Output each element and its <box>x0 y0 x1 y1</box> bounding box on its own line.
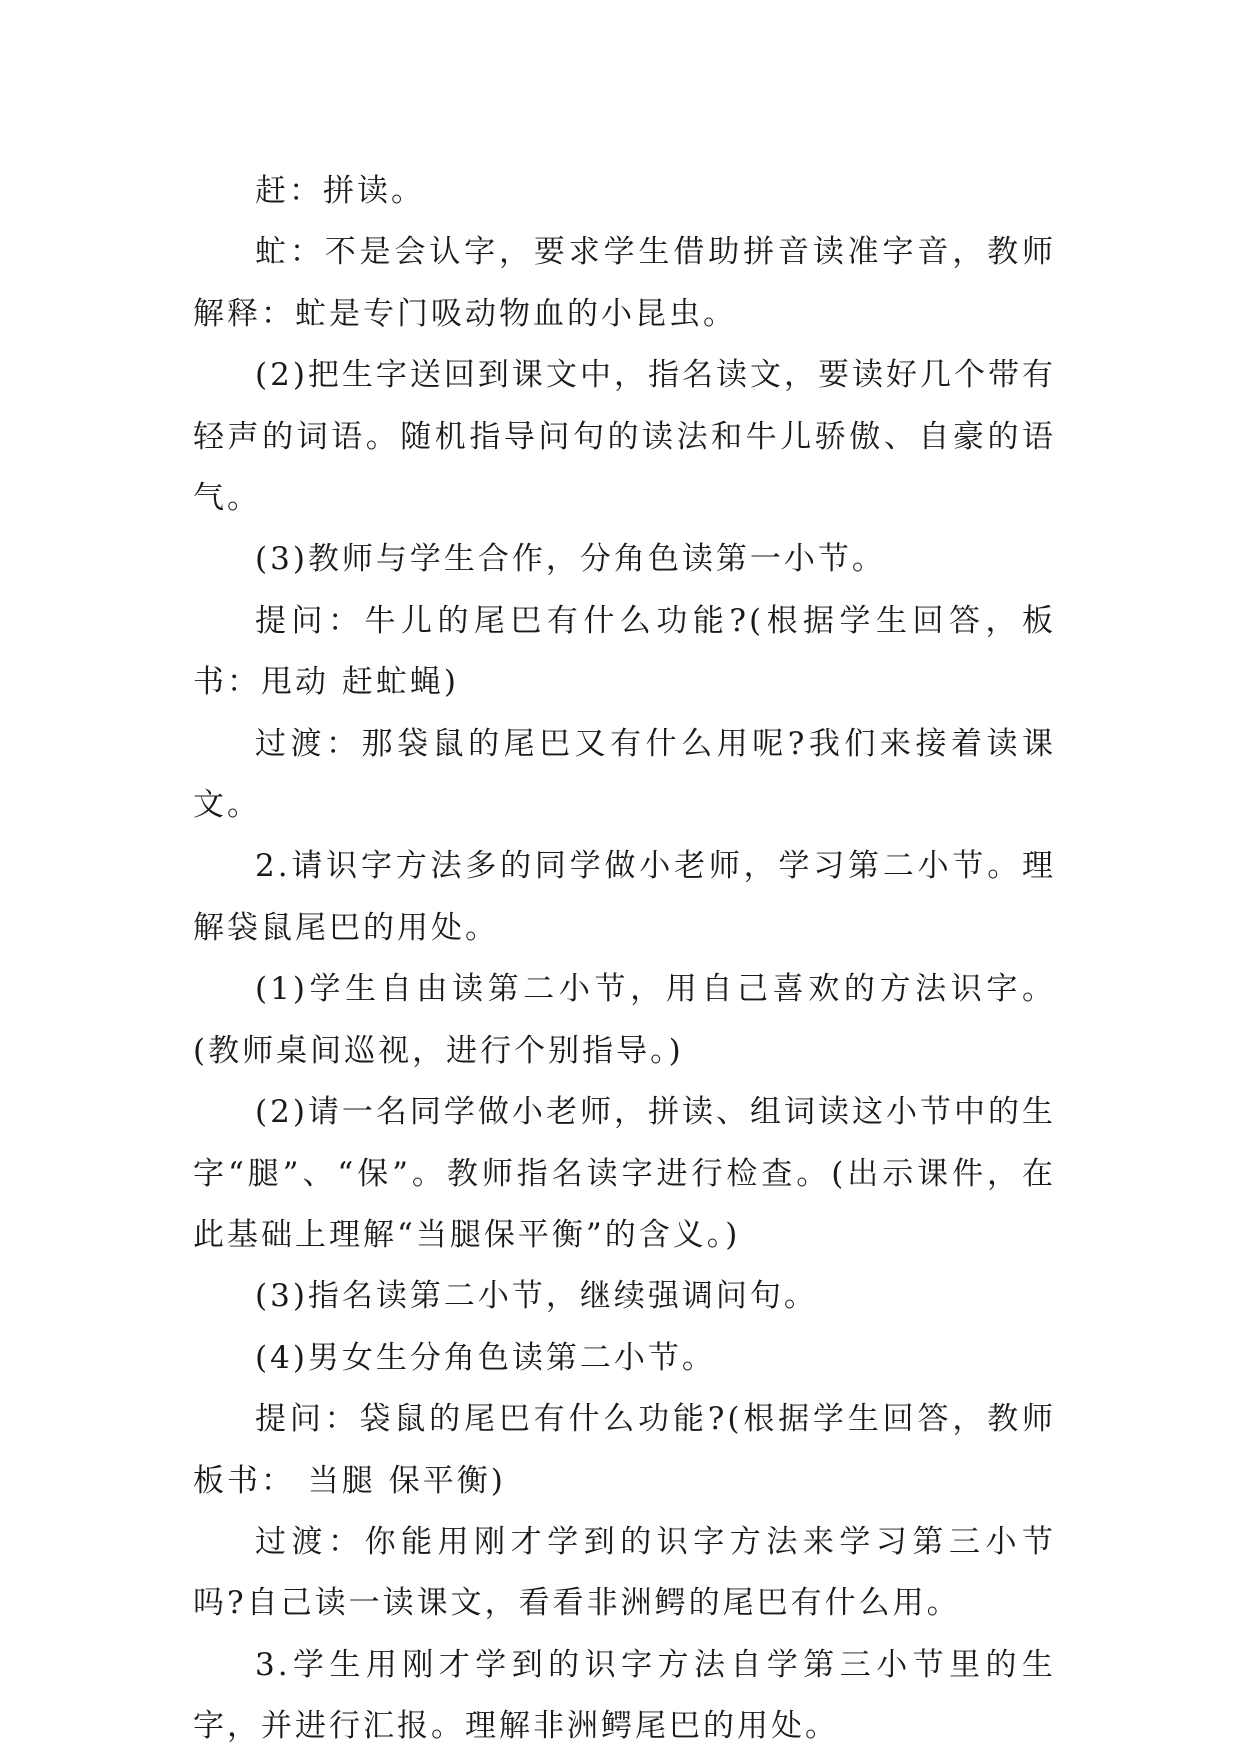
paragraph: 3.学生用刚才学到的识字方法自学第三小节里的生字，并进行汇报。理解非洲鳄尾巴的用处。 <box>193 1646 1056 1745</box>
paragraph: (4)男女生分角色读第二小节。 <box>255 1339 716 1376</box>
paragraph: (3)教师与学生合作，分角色读第一小节。 <box>255 541 886 578</box>
paragraph: 过渡：那袋鼠的尾巴又有什么用呢?我们来接着读课文。 <box>193 725 1056 824</box>
paragraph: 过渡：你能用刚才学到的识字方法来学习第三小节吗?自己读一读课文，看看非洲鳄的尾巴有什么用。 <box>193 1523 1056 1622</box>
paragraph: 虻：不是会认字，要求学生借助拼音读准字音，教师解释：虻是专门吸动物血的小昆虫。 <box>193 234 1056 332</box>
paragraph: 提问：牛儿的尾巴有什么功能?(根据学生回答，板书：甩动 赶虻蝇) <box>193 602 1056 701</box>
paragraph: 赶：拼读。 <box>255 173 425 209</box>
paragraph: 提问：袋鼠的尾巴有什么功能?(根据学生回答，教师板书： 当腿 保平衡) <box>193 1401 1056 1499</box>
paragraph: (2)请一名同学做小老师，拼读、组词读这小节中的生字“腿”、“保”。教师指名读字进行检查。(出示课件，在此基础上理解“当腿保平衡”的含义。) <box>193 1094 1056 1253</box>
paragraph: (2)把生字送回到课文中，指名读文，要读好几个带有轻声的词语。随机指导问句的读法和牛儿骄傲、自豪的语气。 <box>193 357 1056 517</box>
paragraph: (3)指名读第二小节，继续强调问句。 <box>255 1278 818 1315</box>
paragraph: (1)学生自由读第二小节，用自己喜欢的方法识字。(教师桌间巡视，进行个别指导。) <box>193 971 1056 1069</box>
paragraph: 2.请识字方法多的同学做小老师，学习第二小节。理解袋鼠尾巴的用处。 <box>193 848 1056 946</box>
document-body <box>193 161 1056 1758</box>
